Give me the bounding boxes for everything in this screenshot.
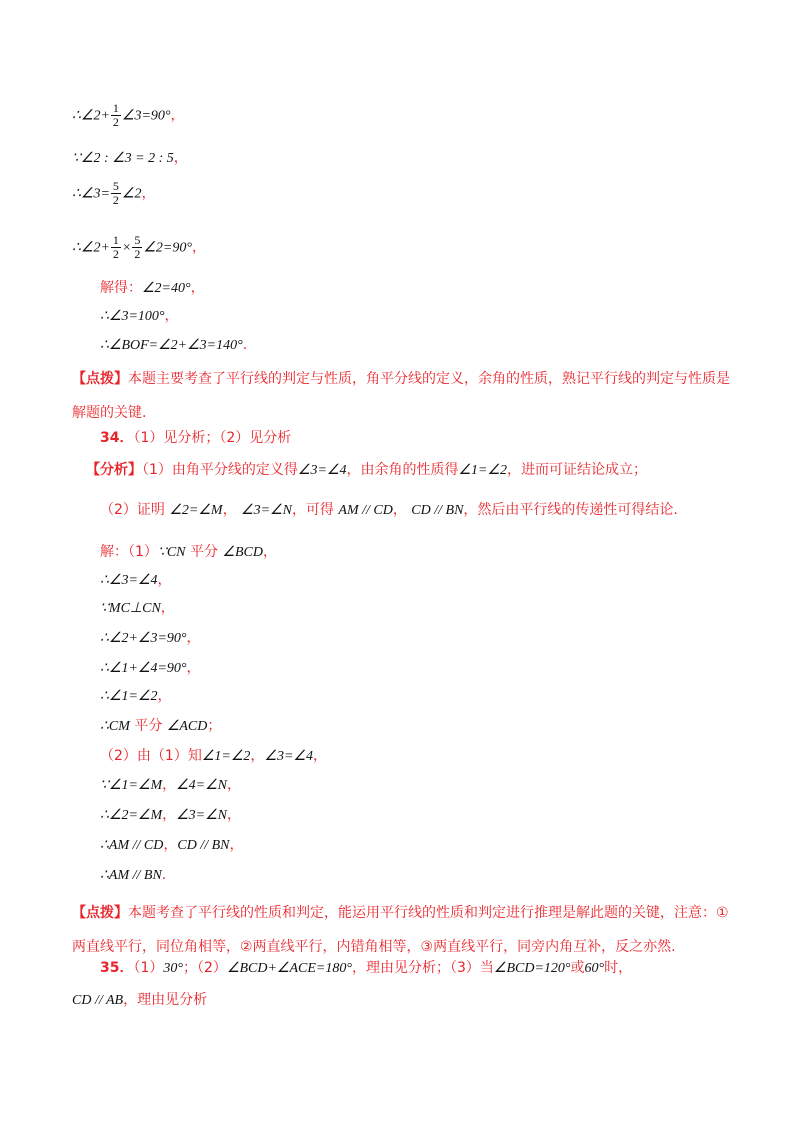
math-expression: ∠3=∠N (241, 503, 292, 518)
solution-line: ∴∠3= $\frac{5}{2}$ ∠2， (72, 179, 156, 207)
analysis-tag: 【分析】 (86, 462, 142, 478)
solution-line: 解：（1）∵CN 平分 ∠BCD， (100, 544, 277, 560)
solution-line: ∴∠2=∠M，∠3=∠N， (100, 807, 242, 823)
math-expression: ∴∠3=100° (100, 309, 165, 324)
tip-tag: 【点拨】 (72, 371, 128, 387)
solution-line: 解得：∠2=40°， (100, 280, 205, 296)
fraction: $\frac{1}{2}$ (112, 101, 119, 129)
tip-paragraph (72, 896, 732, 964)
solution-line: ∴∠3=∠4， (100, 572, 172, 588)
math-expression: ∠1=∠2 (458, 463, 508, 478)
math-expression: ∠2=∠M (169, 503, 223, 518)
tip-text: 本题主要考查了平行线的判定与性质，角平分线的定义，余角的性质，熟记平行线的判定与性质是解题的关键. (72, 371, 730, 421)
analysis-line: （2）证明 ∠2=∠M， ∠3=∠N，可得 AM // CD， CD // BN，然后由平行线的传递性可得结论. (100, 502, 678, 518)
math-expression: ∠3=90° (121, 108, 171, 124)
solution-line: ∴∠3=100°， (100, 308, 179, 324)
math-expression: ∠3=∠4 (297, 463, 347, 478)
solve-label: 解得： (100, 280, 142, 296)
solution-line: ∴∠2+ $\frac{1}{2}$ ∠3=90°， (72, 101, 185, 129)
fraction: $\frac{5}{2}$ (112, 179, 119, 207)
solution-line: ∵MC⊥CN， (100, 600, 175, 616)
question-answer-line (100, 428, 291, 448)
math-expression: ∠2=90° (143, 240, 192, 256)
question-answer-line: 35．（1）30°；（2）∠BCD+∠ACE=180°，理由见分析；（3）当∠BCD=120°或60°时， (100, 960, 633, 976)
question-number: 34． (100, 430, 134, 446)
math-expression: ∴∠2+ (72, 108, 110, 124)
math-expression: AM // CD (338, 503, 393, 518)
solution-line: ∴∠2+ $\frac{1}{2}$ × $\frac{5}{2}$ ∠2=90°， (72, 233, 206, 261)
math-expression: ∴∠2+ (72, 240, 110, 256)
math-expression: ∠2 (121, 186, 142, 202)
solution-line: ∵∠2 : ∠3 = 2 : 5， (72, 150, 188, 166)
math-expression: ∠2=40° (142, 281, 191, 296)
solution-line: ∴∠BOF=∠2+∠3=140°. (100, 337, 248, 353)
solution-line: ∵∠1=∠M，∠4=∠N， (100, 777, 242, 793)
question-answer-line: CD // AB，理由见分析 (72, 992, 208, 1008)
solution-line: （2）由（1）知∠1=∠2，∠3=∠4， (100, 748, 327, 764)
solution-line: ∴∠2+∠3=90°， (100, 630, 201, 646)
tip-paragraph (72, 362, 732, 430)
fraction: $\frac{1}{2}$ (112, 233, 119, 261)
solution-line: ∴CM 平分 ∠ACD； (100, 718, 222, 734)
answer-summary: （1）见分析；（2）见分析 (133, 430, 292, 446)
analysis-line: 【分析】（1）由角平分线的定义得∠3=∠4，由余角的性质得∠1=∠2，进而可证结论成立； (86, 462, 648, 478)
tip-tag: 【点拨】 (72, 905, 128, 921)
math-expression: CD // BN (411, 503, 464, 518)
tip-text: 本题考查了平行线的性质和判定，能运用平行线的性质和判定进行推理是解此题的关键，注意：①两直线平行，同位角相等，②两直线平行，内错角相等，③两直线平行，同旁内角互补，反之亦然. (72, 905, 729, 955)
solution-line: ∴∠1+∠4=90°， (100, 660, 201, 676)
solve-label: 解：（1） (100, 544, 158, 560)
solution-line: ∴AM // BN. (100, 867, 167, 883)
solution-line: ∴∠1=∠2， (100, 688, 172, 704)
solution-line: ∴AM // CD，CD // BN， (100, 837, 244, 853)
math-expression: ∴∠3= (72, 186, 110, 202)
fraction: $\frac{5}{2}$ (134, 233, 141, 261)
math-expression: ∵∠2 : ∠3 = 2 : 5 (72, 151, 174, 166)
question-number: 35． (100, 960, 134, 976)
math-expression: ∴∠BOF=∠2+∠3=140° (100, 338, 243, 353)
